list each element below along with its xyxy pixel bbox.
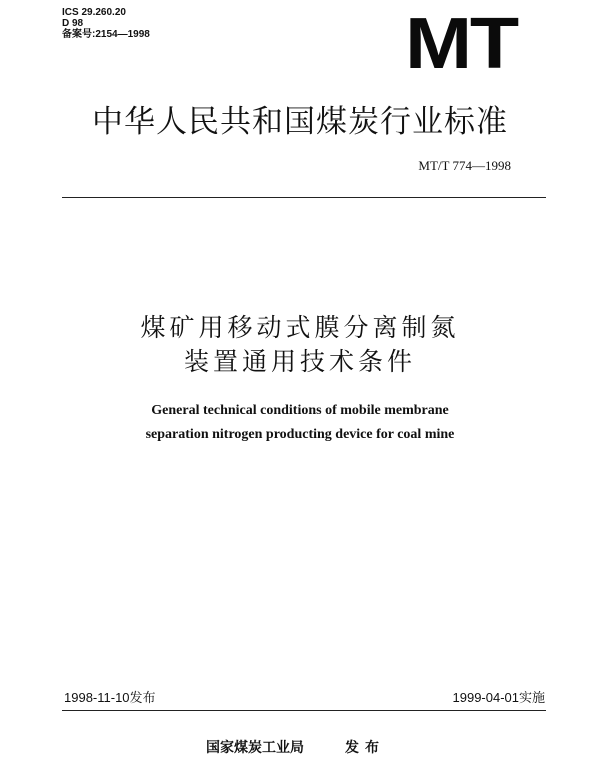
english-title-line-2: separation nitrogen producting device for coal mine bbox=[145, 427, 455, 442]
ics-code: ICS 29.260.20 bbox=[62, 7, 126, 18]
chinese-title-line-1: 煤矿用移动式膜分离制氮 bbox=[140, 313, 460, 342]
effective-date: 1999-04-01实施 bbox=[452, 690, 545, 705]
classification-code: D 98 bbox=[62, 18, 84, 29]
standard-code: MT/T 774—1998 bbox=[418, 158, 511, 173]
standard-title: 中华人民共和国煤炭行业标准 bbox=[92, 104, 508, 140]
header-meta bbox=[62, 7, 150, 40]
publish-label: 发布 bbox=[345, 740, 385, 756]
mt-logo: MT bbox=[405, 4, 517, 84]
publisher-name: 国家煤炭工业局 bbox=[206, 740, 304, 756]
issue-date: 1998-11-10发布 bbox=[64, 690, 156, 705]
record-number: 备案号:2154—1998 bbox=[62, 29, 150, 40]
chinese-title-line-2: 装置通用技术条件 bbox=[183, 347, 416, 376]
footer-divider bbox=[62, 710, 546, 711]
english-title-line-1: General technical conditions of mobile membrane bbox=[151, 403, 449, 418]
header-divider bbox=[62, 197, 546, 198]
